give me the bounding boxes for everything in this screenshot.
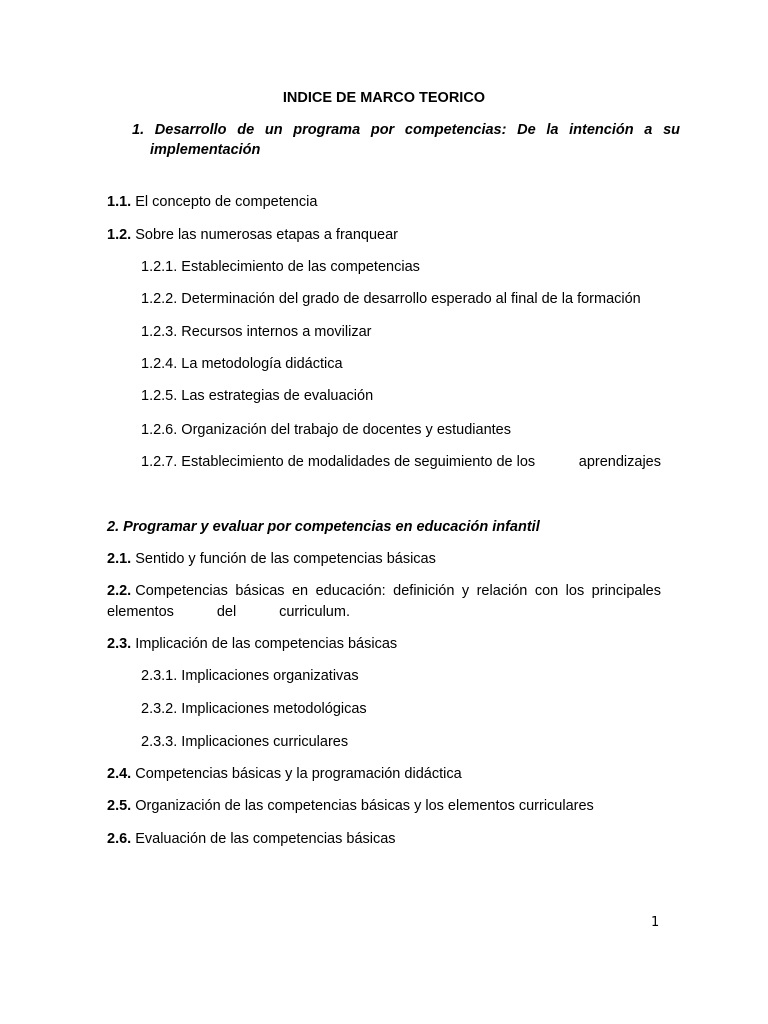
toc-item-2-2-line1 [107, 582, 661, 600]
word: Competencias [135, 583, 228, 599]
toc-text: Organización de las competencias básicas y los elementos curriculares [135, 798, 594, 814]
toc-subitem-1-2-5: 1.2.5. Las estrategias de evaluación [141, 388, 374, 404]
toc-number: 2.5. [107, 798, 132, 814]
toc-subitem-text-tail: aprendizajes [578, 454, 661, 470]
toc-subitem-1-2-1: 1.2.1. Establecimiento de las competencias [141, 259, 420, 275]
word: relación [476, 583, 528, 599]
toc-item-2-3 [107, 635, 397, 653]
toc-number: 2.6. [107, 831, 132, 847]
toc-number: 2.4. [107, 766, 132, 782]
toc-subitem-text: 1.2.7. Establecimiento de modalidades de seguimiento de los [141, 454, 536, 470]
word: elementos [107, 604, 174, 620]
toc-item-1-1 [107, 193, 317, 211]
word: principales [591, 583, 661, 599]
document-title: INDICE DE MARCO TEORICO [282, 90, 486, 106]
toc-number: 2.2. [107, 583, 132, 599]
toc-item-2-1 [107, 550, 436, 568]
toc-item-2-2 [107, 582, 661, 621]
toc-item-2-4 [107, 765, 462, 783]
section-1-heading-line1: Desarrollo de un programa por competencias: De la intención a su [154, 122, 680, 138]
toc-subitem-1-2-7 [141, 453, 661, 471]
toc-subitem-1-2-2: 1.2.2. Determinación del grado de desarrollo esperado al final de la formación [141, 291, 641, 307]
toc-subitem-1-2-4: 1.2.4. La metodología didáctica [141, 356, 343, 372]
toc-number: 2.3. [107, 636, 132, 652]
toc-subitem-2-3-1: 2.3.1. Implicaciones organizativas [141, 668, 359, 684]
toc-item-2-2-line2 [107, 603, 350, 621]
word: y [461, 583, 470, 599]
word: los [565, 583, 585, 599]
toc-text: Implicación de las competencias básicas [135, 636, 398, 652]
section-1-heading-line2: implementación [150, 142, 261, 158]
toc-subitem-1-2-6: 1.2.6. Organización del trabajo de docentes y estudiantes [141, 422, 511, 438]
toc-item-2-5 [107, 797, 594, 815]
word: definición [393, 583, 455, 599]
word: con [534, 583, 559, 599]
section-2-heading: 2. Programar y evaluar por competencias en educación infantil [107, 519, 540, 535]
toc-number: 1.2. [107, 227, 132, 243]
toc-text: Competencias básicas y la programación didáctica [135, 766, 462, 782]
toc-subitem-2-3-2: 2.3.2. Implicaciones metodológicas [141, 701, 367, 717]
toc-number: 2.1. [107, 551, 132, 567]
toc-text: Sentido y función de las competencias básicas [135, 551, 436, 567]
toc-subitem-1-2-3: 1.2.3. Recursos internos a movilizar [141, 324, 372, 340]
toc-item-1-2 [107, 226, 398, 244]
word: educación: [315, 583, 386, 599]
toc-subitem-2-3-3: 2.3.3. Implicaciones curriculares [141, 734, 349, 750]
toc-number: 1.1. [107, 194, 132, 210]
toc-text: El concepto de competencia [135, 194, 318, 210]
word: básicas [235, 583, 285, 599]
toc-text: Evaluación de las competencias básicas [135, 831, 396, 847]
toc-item-2-6 [107, 830, 396, 848]
word: en [291, 583, 309, 599]
section-1-heading [132, 121, 680, 139]
page-number: 1 [651, 915, 660, 930]
section-1-number: 1. [132, 122, 145, 138]
toc-text: Sobre las numerosas etapas a franquear [135, 227, 398, 243]
word: del [216, 604, 237, 620]
word: curriculum. [279, 604, 350, 620]
